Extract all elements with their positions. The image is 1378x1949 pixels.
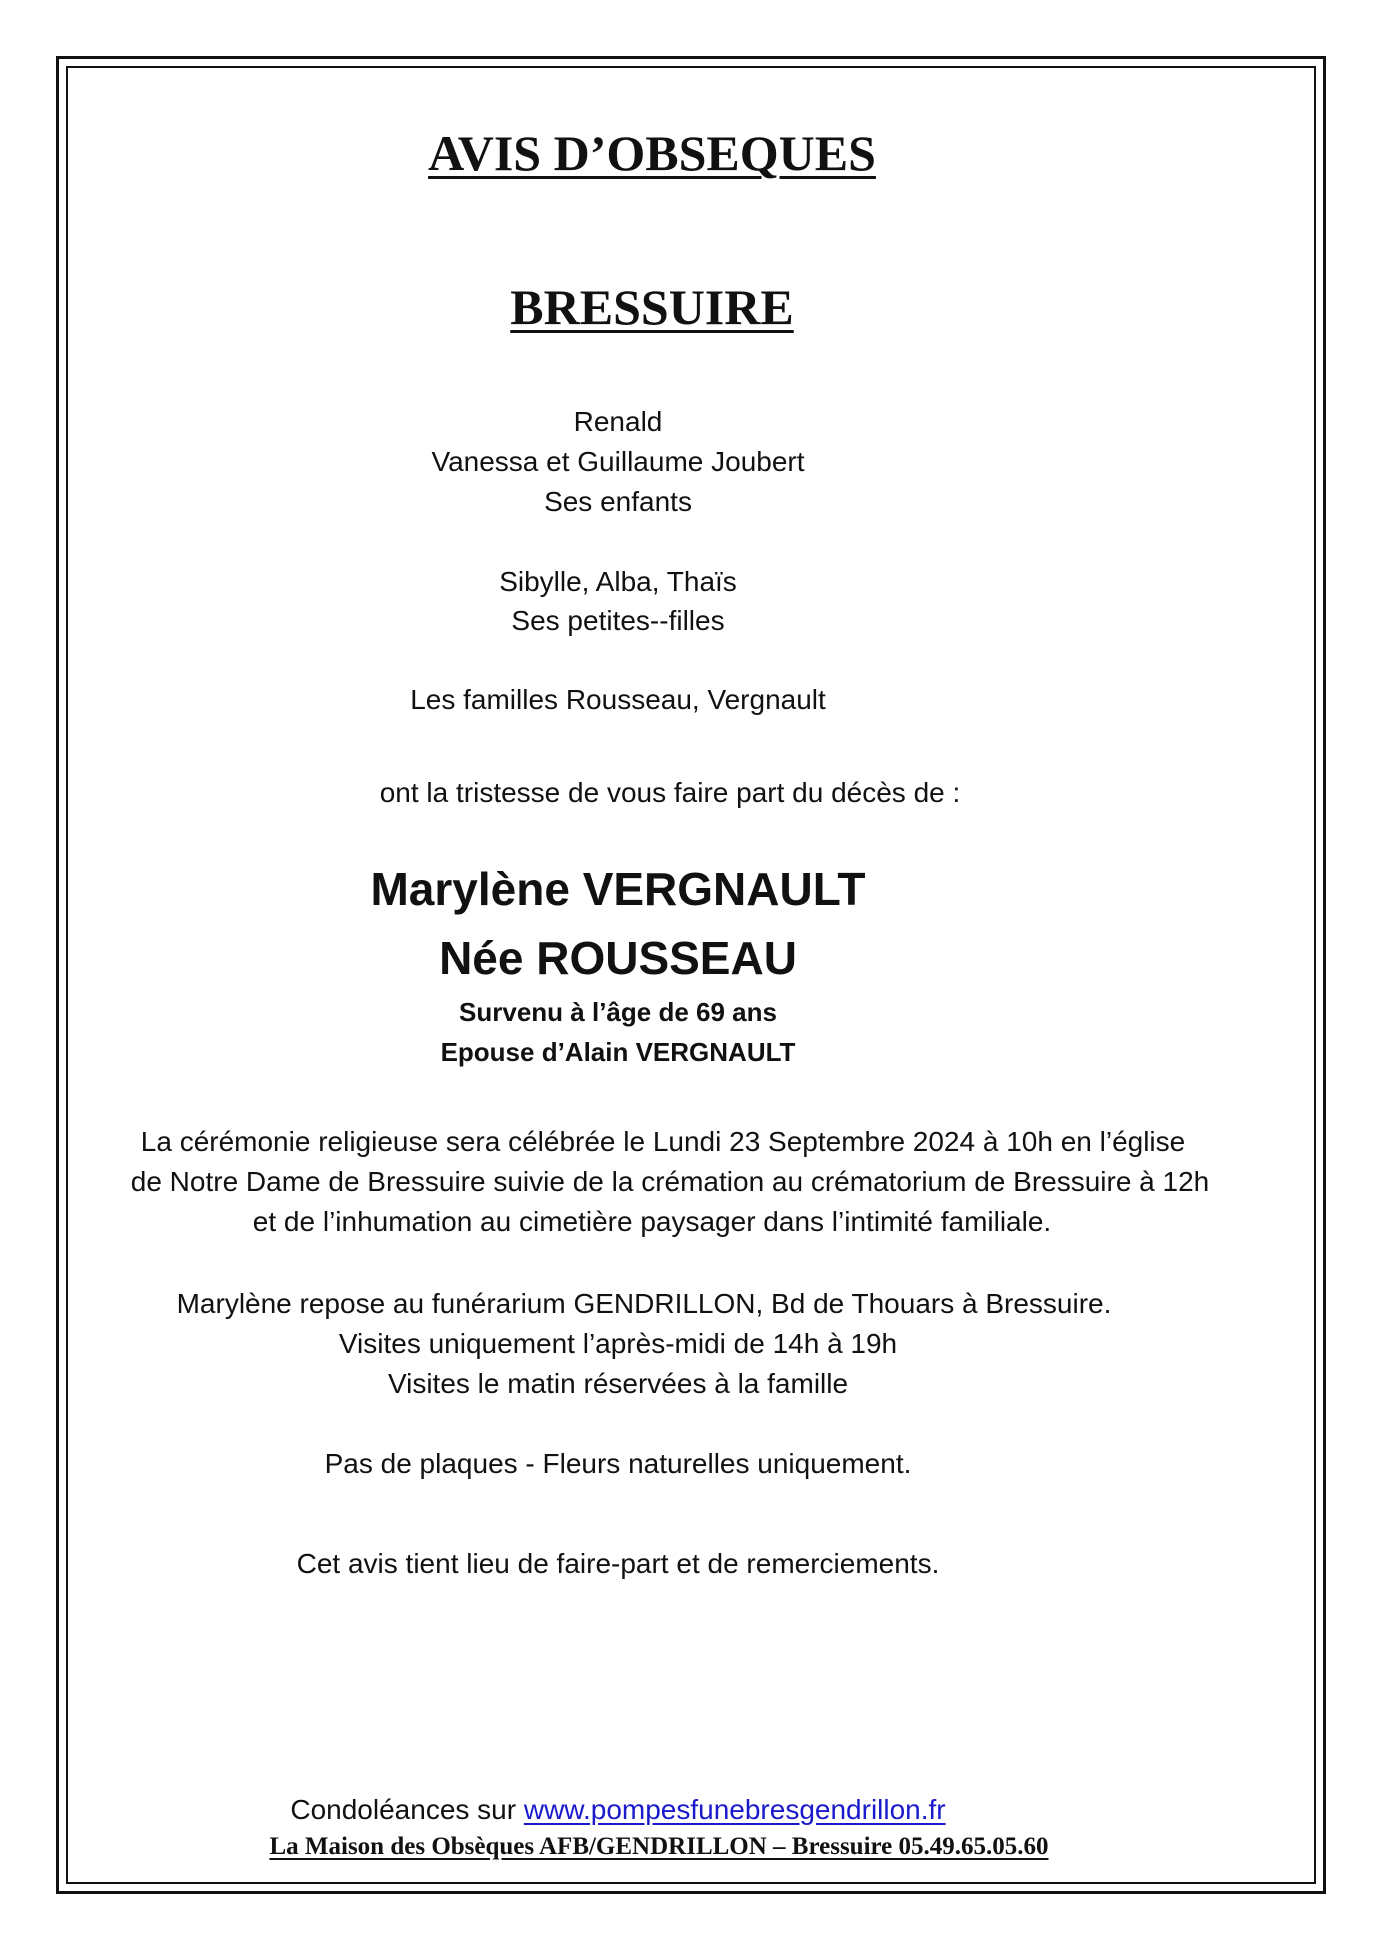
family-line-1: Renald [573, 406, 663, 437]
condolences-link[interactable]: www.pompesfunebresgendrillon.fr [523, 1794, 946, 1825]
city-title: BRESSUIRE [510, 279, 794, 335]
visits-line-2: Visites uniquement l’après-midi de 14h à 19h [338, 1328, 898, 1359]
deceased-age: Survenu à l’âge de 69 ans [459, 997, 777, 1027]
notice-title: AVIS D’OBSEQUES [428, 125, 876, 181]
ceremony-line-3: et de l’inhumation au cimetière paysager dans l’intimité familiale. [252, 1206, 1052, 1237]
family-line-4: Sibylle, Alba, Thaïs [499, 566, 737, 597]
condolences-prefix: Condoléances sur [290, 1794, 524, 1825]
thanks-notice: Cet avis tient lieu de faire-part et de remerciements. [296, 1548, 940, 1579]
company-footer: La Maison des Obsèques AFB/GENDRILLON – Bressuire 05.49.65.05.60 [269, 1833, 1049, 1860]
family-line-3: Ses enfants [544, 486, 692, 517]
ceremony-line-1: La cérémonie religieuse sera célébrée le Lundi 23 Septembre 2024 à 10h en l’église [140, 1126, 1186, 1157]
visits-line-1: Marylène repose au funérarium GENDRILLON, Bd de Thouars à Bressuire. [176, 1288, 1112, 1319]
deceased-maiden-name: Née ROUSSEAU [439, 932, 797, 984]
family-line-6: Les familles Rousseau, Vergnault [410, 684, 826, 715]
family-line-5: Ses petites--filles [511, 605, 725, 636]
visits-line-3: Visites le matin réservées à la famille [387, 1368, 849, 1399]
ceremony-line-2: de Notre Dame de Bressuire suivie de la crémation au crématorium de Bressuire à 12h [130, 1166, 1210, 1197]
condolences-line [290, 1796, 945, 1824]
deceased-name: Marylène VERGNAULT [370, 863, 866, 915]
announcement-text: ont la tristesse de vous faire part du décès de : [379, 777, 961, 808]
flowers-notice: Pas de plaques - Fleurs naturelles uniquement. [324, 1448, 912, 1479]
family-line-2: Vanessa et Guillaume Joubert [431, 446, 805, 477]
deceased-spouse: Epouse d’Alain VERGNAULT [440, 1037, 796, 1067]
